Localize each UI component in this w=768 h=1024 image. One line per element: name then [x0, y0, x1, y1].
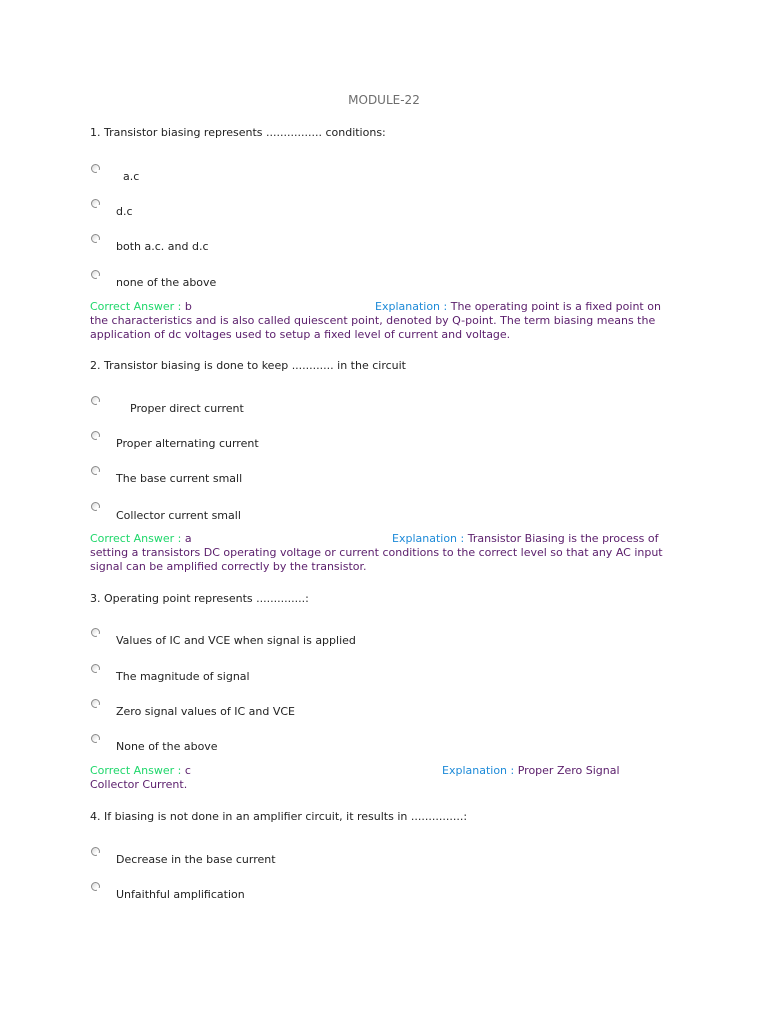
question-1-option-a-radio[interactable]	[91, 164, 100, 173]
question-1-answer-block	[90, 300, 675, 342]
question-3-option-c-radio[interactable]	[91, 699, 100, 708]
question-4-option-b-label: Unfaithful amplification	[116, 888, 245, 901]
question-3-option-b-label: The magnitude of signal	[116, 670, 250, 683]
question-3-option-a-label: Values of IC and VCE when signal is applied	[116, 634, 356, 647]
question-3-correct-answer: Correct Answer : c	[90, 764, 191, 777]
question-2-option-b-radio[interactable]	[91, 431, 100, 440]
question-3-option-a-radio[interactable]	[91, 628, 100, 637]
question-4-option-a-radio[interactable]	[91, 847, 100, 856]
question-2-option-b-label: Proper alternating current	[116, 437, 259, 450]
question-4-text: 4. If biasing is not done in an amplifier circuit, it results in ...............:	[90, 810, 468, 823]
question-1-option-c-label: both a.c. and d.c	[116, 240, 209, 253]
question-2-option-d-radio[interactable]	[91, 502, 100, 511]
question-2-option-a-label: Proper direct current	[130, 402, 244, 415]
question-3-option-b-radio[interactable]	[91, 664, 100, 673]
question-1-option-b-radio[interactable]	[91, 199, 100, 208]
page-title: MODULE-22	[348, 93, 420, 107]
question-1-option-a-label: a.c	[123, 170, 140, 183]
question-4-option-a-label: Decrease in the base current	[116, 853, 276, 866]
question-2-explanation: Explanation : Transistor Biasing is the process of setting a transistors DC operating voltage or current conditions to the correct level so that any AC input signal can be amplified correctly by the transistor.	[90, 532, 663, 573]
question-2-option-d-label: Collector current small	[116, 509, 241, 522]
question-1-option-c-radio[interactable]	[91, 234, 100, 243]
question-1-option-b-label: d.c	[116, 205, 133, 218]
question-3-option-d-radio[interactable]	[91, 734, 100, 743]
question-1-text: 1. Transistor biasing represents ................ conditions:	[90, 126, 386, 139]
question-2-option-c-label: The base current small	[116, 472, 243, 485]
question-3-explanation: Explanation : Proper Zero Signal Collector Current.	[90, 764, 620, 791]
question-1-option-d-radio[interactable]	[91, 270, 100, 279]
question-1-correct-answer: Correct Answer : b	[90, 300, 192, 313]
question-1-option-d-label: none of the above	[116, 276, 217, 289]
question-2-option-a-radio[interactable]	[91, 396, 100, 405]
question-4-option-b-radio[interactable]	[91, 882, 100, 891]
question-3-option-d-label: None of the above	[116, 740, 218, 753]
question-2-correct-answer: Correct Answer : a	[90, 532, 192, 545]
question-2-text: 2. Transistor biasing is done to keep ............ in the circuit	[90, 359, 406, 372]
question-2-answer-block	[90, 532, 675, 574]
question-2-option-c-radio[interactable]	[91, 466, 100, 475]
question-3-answer-block	[90, 764, 635, 792]
question-3-option-c-label: Zero signal values of IC and VCE	[116, 705, 295, 718]
question-3-text: 3. Operating point represents ..............:	[90, 592, 309, 605]
question-1-explanation: Explanation : The operating point is a fixed point on the characteristics and is also called quiescent point, denoted by Q-point. The term biasing means the application of dc voltages used to setup a fixed level of current and voltage.	[90, 300, 661, 341]
